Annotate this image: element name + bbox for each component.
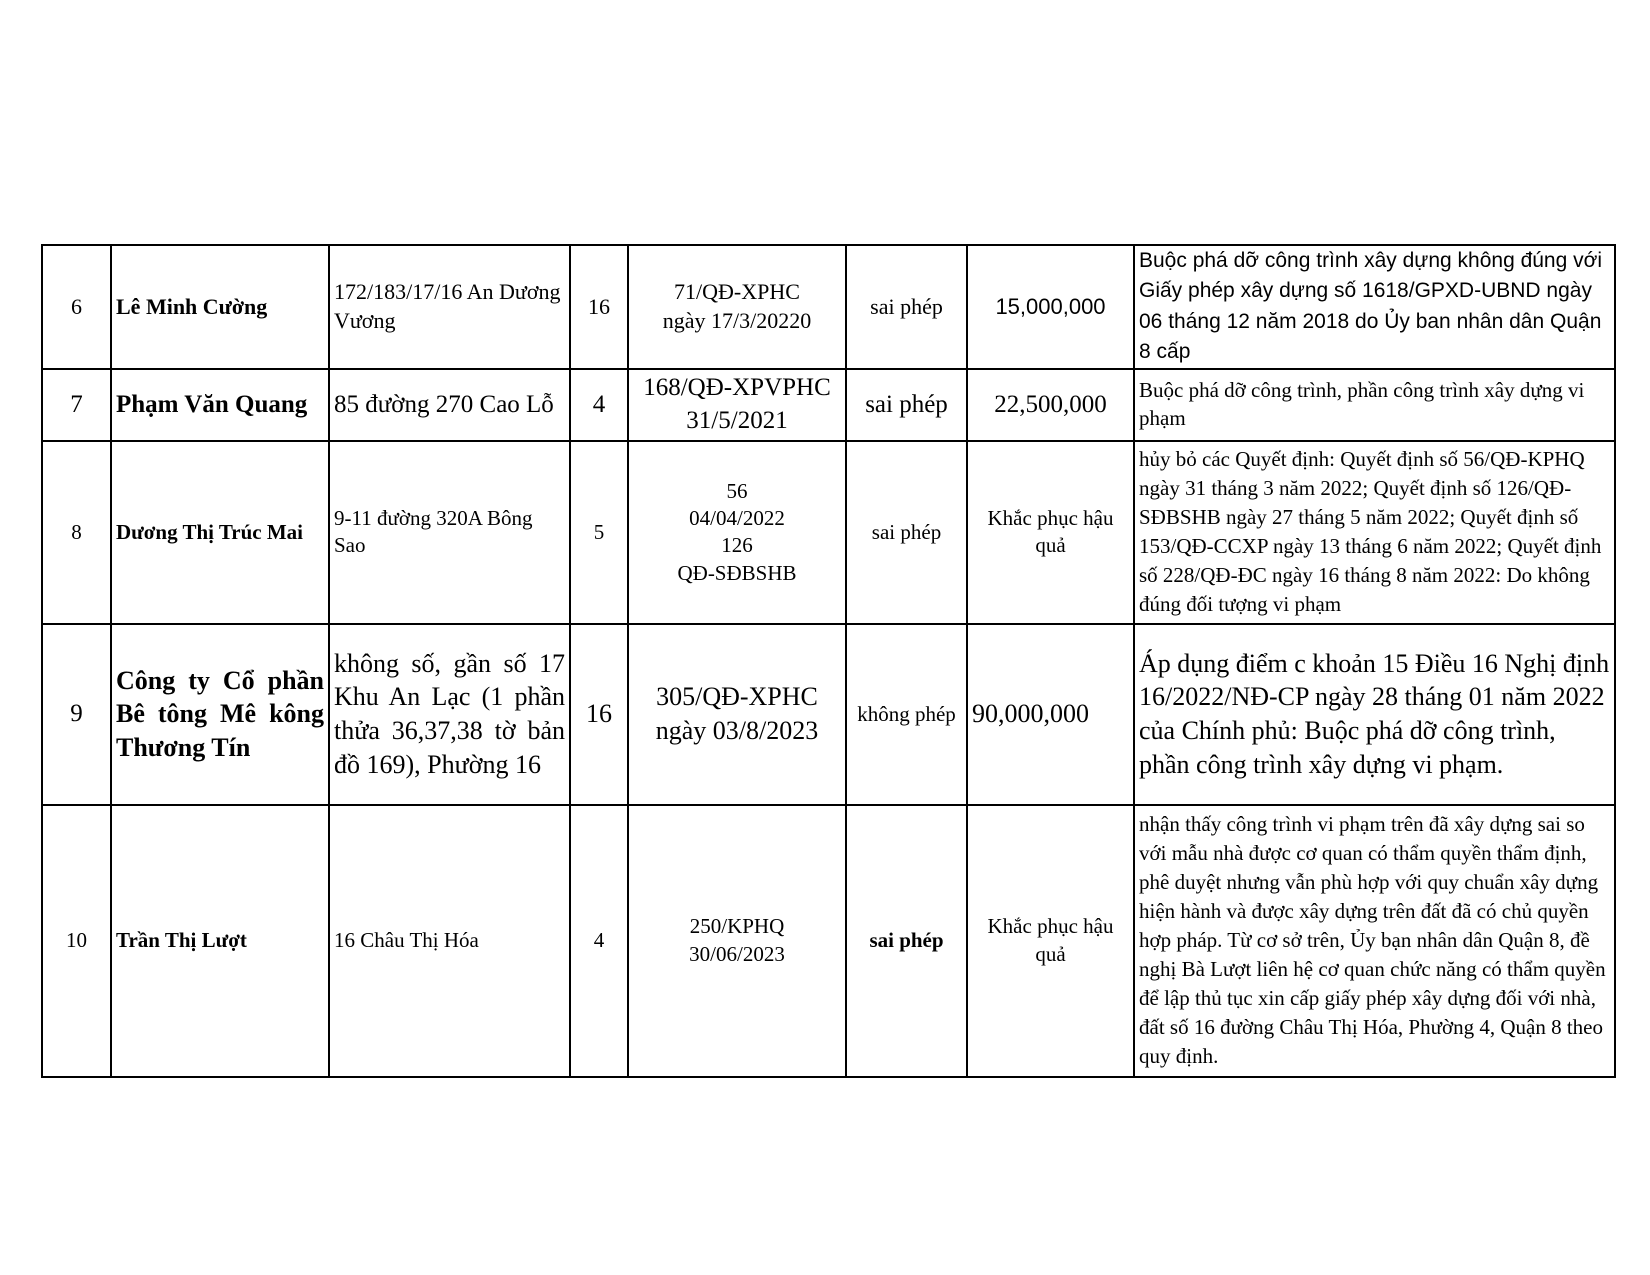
- violator-name: Phạm Văn Quang: [111, 369, 329, 441]
- decision-number: 305/QĐ-XPHC ngày 03/8/2023: [628, 624, 846, 805]
- violation-address: 9-11 đường 320A Bông Sao: [329, 441, 570, 624]
- fine-amount: 15,000,000: [967, 245, 1134, 369]
- decision-number: 250/KPHQ 30/06/2023: [628, 805, 846, 1077]
- violation-type: không phép: [846, 624, 967, 805]
- row-number: 7: [42, 369, 111, 441]
- violations-table: [41, 244, 1616, 1078]
- violator-name: Lê Minh Cường: [111, 245, 329, 369]
- remedy-note: [1134, 441, 1615, 624]
- violation-type: sai phép: [846, 805, 967, 1077]
- ward-number: 4: [570, 369, 628, 441]
- fine-amount: Khắc phục hậu quả: [967, 441, 1134, 624]
- table-row: [42, 369, 1615, 441]
- remedy-note: Áp dụng điểm c khoản 15 Điều 16 Nghị định 16/2022/NĐ-CP ngày 28 tháng 01 năm 2022 của Chính phủ: Buộc phá dỡ công trình, phần công trình xây dựng vi phạm.: [1134, 624, 1615, 805]
- violator-name: Dương Thị Trúc Mai: [111, 441, 329, 624]
- violation-type: sai phép: [846, 369, 967, 441]
- ward-number: 5: [570, 441, 628, 624]
- violator-name: Công ty Cổ phần Bê tông Mê kông Thương Tín: [111, 624, 329, 805]
- remedy-note-text: hủy bỏ các Quyết định: Quyết định số 56/QĐ-KPHQ ngày 31 tháng 3 năm 2022; Quyết định số 126/QĐ-SĐBSHB ngày 27 tháng 5 năm 2022; Quyết định số 153/QĐ-CCXP ngày 13 tháng 6 năm 2022; Quyết định số 228/QĐ-ĐC ngày 16 tháng 8 năm 2022: Do không đúng đối tượng vi phạm: [1139, 447, 1602, 617]
- ward-number: 4: [570, 805, 628, 1077]
- row-number: 10: [42, 805, 111, 1077]
- fine-amount: Khắc phục hậu quả: [967, 805, 1134, 1077]
- decision-number: 168/QĐ-XPVPHC 31/5/2021: [628, 369, 846, 441]
- fine-amount: 90,000,000: [967, 624, 1134, 805]
- table-row: [42, 624, 1615, 805]
- remedy-note: nhận thấy công trình vi phạm trên đã xây dựng sai so với mẫu nhà được cơ quan có thẩm quyền thẩm định, phê duyệt nhưng vẫn phù hợp với quy chuẩn xây dựng hiện hành và được xây dựng trên đất đã có chủ quyền hợp pháp. Từ cơ sở trên, Ủy bạn nhân dân Quận 8, đề nghị Bà Lượt liên hệ cơ quan chức năng có thẩm quyền để lập thủ tục xin cấp giấy phép xây dựng đối với nhà, đất số 16 đường Châu Thị Hóa, Phường 4, Quận 8 theo quy định.: [1134, 805, 1615, 1077]
- decision-number: 71/QĐ-XPHC ngày 17/3/20220: [628, 245, 846, 369]
- violation-type: sai phép: [846, 245, 967, 369]
- violation-type: sai phép: [846, 441, 967, 624]
- remedy-note: Buộc phá dỡ công trình xây dựng không đúng với Giấy phép xây dựng số 1618/GPXD-UBND ngày 06 tháng 12 năm 2018 do Ủy ban nhân dân Quận 8 cấp: [1134, 245, 1615, 369]
- violation-address: không số, gần số 17 Khu An Lạc (1 phần thửa 36,37,38 tờ bản đồ 169), Phường 16: [329, 624, 570, 805]
- row-number: 8: [42, 441, 111, 624]
- violation-address: 85 đường 270 Cao Lỗ: [329, 369, 570, 441]
- remedy-note: Buộc phá dỡ công trình, phần công trình xây dựng vi phạm: [1134, 369, 1615, 441]
- ward-number: 16: [570, 624, 628, 805]
- decision-number: 56 04/04/2022 126 QĐ-SĐBSHB: [628, 441, 846, 624]
- row-number: 6: [42, 245, 111, 369]
- table-row: [42, 805, 1615, 1077]
- fine-amount: 22,500,000: [967, 369, 1134, 441]
- row-number: 9: [42, 624, 111, 805]
- table-row: [42, 245, 1615, 369]
- violator-name: Trần Thị Lượt: [111, 805, 329, 1077]
- violation-address: 16 Châu Thị Hóa: [329, 805, 570, 1077]
- violation-address: 172/183/17/16 An Dương Vương: [329, 245, 570, 369]
- ward-number: 16: [570, 245, 628, 369]
- table-row: [42, 441, 1615, 624]
